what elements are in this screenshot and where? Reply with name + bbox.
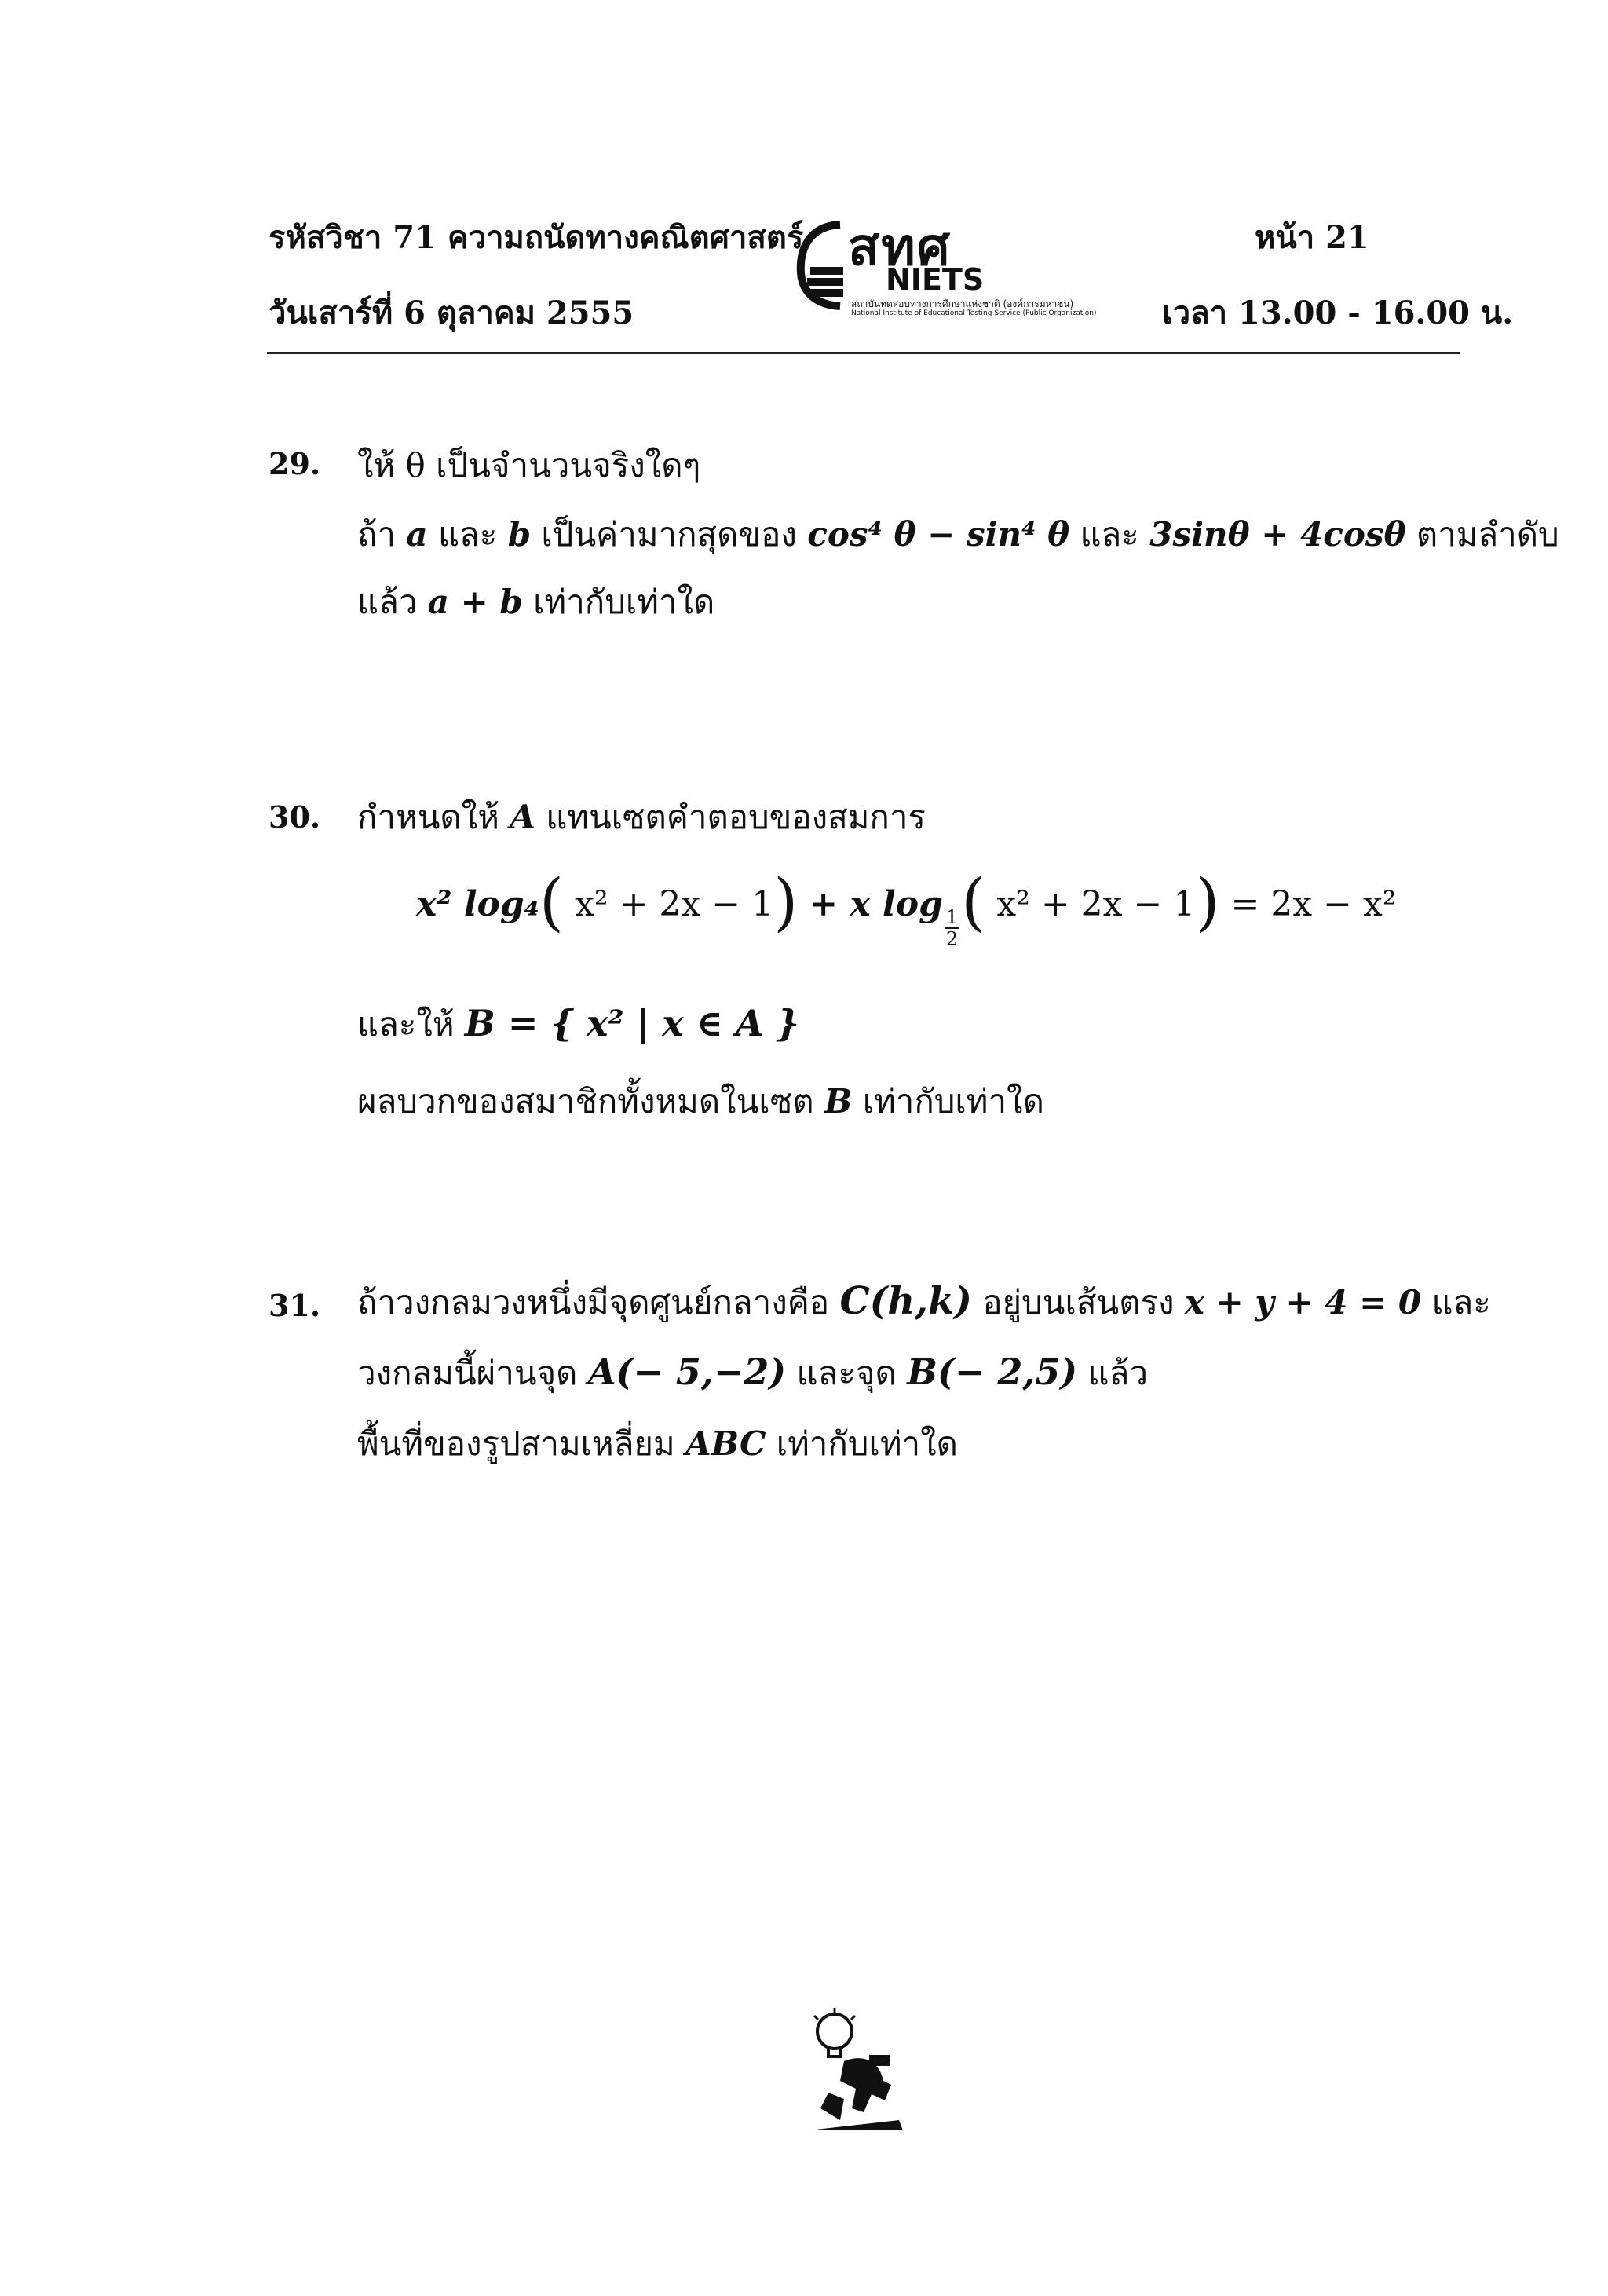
q30-text-equals-what: เท่ากับเท่าใด bbox=[862, 1082, 1044, 1121]
q31-line-equation: x + y + 4 = 0 bbox=[1184, 1283, 1422, 1322]
q30-paren-open-1: ( bbox=[539, 865, 565, 938]
q29-text-max-of: เป็นค่ามากสุดของ bbox=[541, 515, 797, 554]
logo-abbreviation: NIETS bbox=[886, 262, 985, 297]
page-number: หน้า 21 bbox=[1255, 219, 1369, 256]
q30-set-b: B bbox=[824, 1082, 853, 1121]
question-29-line-1: ให้ θ เป็นจำนวนจริงใดๆ bbox=[357, 446, 701, 484]
q29-text-and-2: และ bbox=[1080, 515, 1139, 554]
q29-text-and: และ bbox=[437, 515, 498, 554]
q30-paren-close-2: ) bbox=[1195, 865, 1220, 938]
q30-paren-open-2: ( bbox=[961, 865, 986, 938]
exam-date: วันเสาร์ที่ 6 ตุลาคม 2555 bbox=[269, 294, 634, 331]
q29-expression-2: 3sinθ + 4cosθ bbox=[1149, 515, 1406, 554]
question-31-number: 31. bbox=[269, 1288, 321, 1323]
q31-text-and-point: และจุด bbox=[796, 1354, 897, 1392]
subject-code-title: รหัสวิชา 71 ความถนัดทางคณิตศาสตร์ bbox=[269, 219, 804, 256]
q30-base-numerator: 1 bbox=[945, 906, 959, 928]
q30-paren-close-1: ) bbox=[773, 865, 799, 938]
q29-text-then: แล้ว bbox=[357, 583, 418, 621]
q31-text-passes-through: วงกลมนี้ผ่านจุด bbox=[357, 1354, 578, 1392]
header-divider bbox=[267, 352, 1460, 354]
q30-log-base-fraction bbox=[945, 907, 959, 949]
q31-triangle-abc: ABC bbox=[685, 1424, 766, 1463]
q29-text-equals-what: เท่ากับเท่าใด bbox=[533, 583, 715, 621]
q29-text-if: ถ้า bbox=[357, 515, 397, 554]
q30-eq-argument-1: x² + 2x − 1 bbox=[575, 884, 774, 924]
q29-text-respectively: ตามลำดับ bbox=[1416, 515, 1559, 554]
question-30-number: 30. bbox=[269, 799, 321, 835]
question-30-line-4 bbox=[357, 1076, 1044, 1128]
q31-text-then: แล้ว bbox=[1087, 1354, 1148, 1392]
q30-eq-argument-2: x² + 2x − 1 bbox=[996, 884, 1196, 924]
q31-center-point: C(h,k) bbox=[839, 1279, 972, 1323]
exam-time: เวลา 13.00 - 16.00 น. bbox=[1162, 294, 1514, 331]
q30-text-and-let: และให้ bbox=[357, 1005, 455, 1044]
question-30-line-1 bbox=[357, 792, 926, 843]
q30-base-denominator: 2 bbox=[945, 928, 959, 950]
logo-wordmark: สทศ bbox=[848, 217, 952, 277]
q31-text-on-line: อยู่บนเส้นตรง bbox=[982, 1283, 1175, 1322]
q31-point-b: B(− 2,5) bbox=[907, 1351, 1078, 1393]
question-29-line-3 bbox=[357, 576, 714, 628]
q30-set-a: A bbox=[510, 798, 535, 836]
q29-var-a: a bbox=[406, 515, 428, 554]
q30-text-given: กำหนดให้ bbox=[357, 798, 499, 836]
question-31-line-1 bbox=[357, 1277, 1491, 1329]
q31-point-a: A(− 5,−2) bbox=[587, 1351, 787, 1393]
question-31-line-3 bbox=[357, 1418, 958, 1470]
thinking-person-lightbulb-icon bbox=[797, 2006, 915, 2132]
logo-subtitle-english: National Institute of Educational Testing Service (Public Organization) bbox=[851, 309, 1097, 317]
question-29-line-2 bbox=[357, 509, 1559, 561]
question-30-line-3 bbox=[357, 999, 799, 1051]
question-29-number: 29. bbox=[269, 446, 321, 481]
q31-text-and: และ bbox=[1431, 1283, 1491, 1322]
q30-text-sum-members: ผลบวกของสมาชิกทั้งหมดในเซต bbox=[357, 1082, 814, 1121]
q29-sum-expression: a + b bbox=[427, 583, 523, 621]
niets-logo bbox=[793, 210, 1162, 344]
q30-eq-term-2: + x log bbox=[809, 884, 943, 924]
logo-subtitle-thai: สถาบันทดสอบทางการศึกษาแห่งชาติ (องค์การมหาชน) bbox=[851, 298, 1074, 309]
q31-text-equals-what: เท่ากับเท่าใด bbox=[776, 1424, 958, 1463]
q31-text-triangle-area: พื้นที่ของรูปสามเหลี่ยม bbox=[357, 1424, 675, 1463]
book-stack-icon bbox=[793, 218, 848, 313]
question-31-line-2 bbox=[357, 1347, 1148, 1399]
q30-set-b-definition: B = { x² | x ∈ A } bbox=[464, 1002, 800, 1044]
q30-eq-rhs: = 2x − x² bbox=[1230, 884, 1397, 924]
q29-var-b: b bbox=[507, 515, 532, 554]
q31-text-circle-center: ถ้าวงกลมวงหนึ่งมีจุดศูนย์กลางคือ bbox=[357, 1283, 830, 1322]
q29-expression-1: cos⁴ θ − sin⁴ θ bbox=[807, 515, 1070, 554]
q30-text-solution-set: แทนเซตคำตอบของสมการ bbox=[546, 798, 926, 836]
question-30-equation bbox=[416, 865, 1397, 949]
q30-eq-term-1: x² log₄ bbox=[416, 884, 539, 924]
